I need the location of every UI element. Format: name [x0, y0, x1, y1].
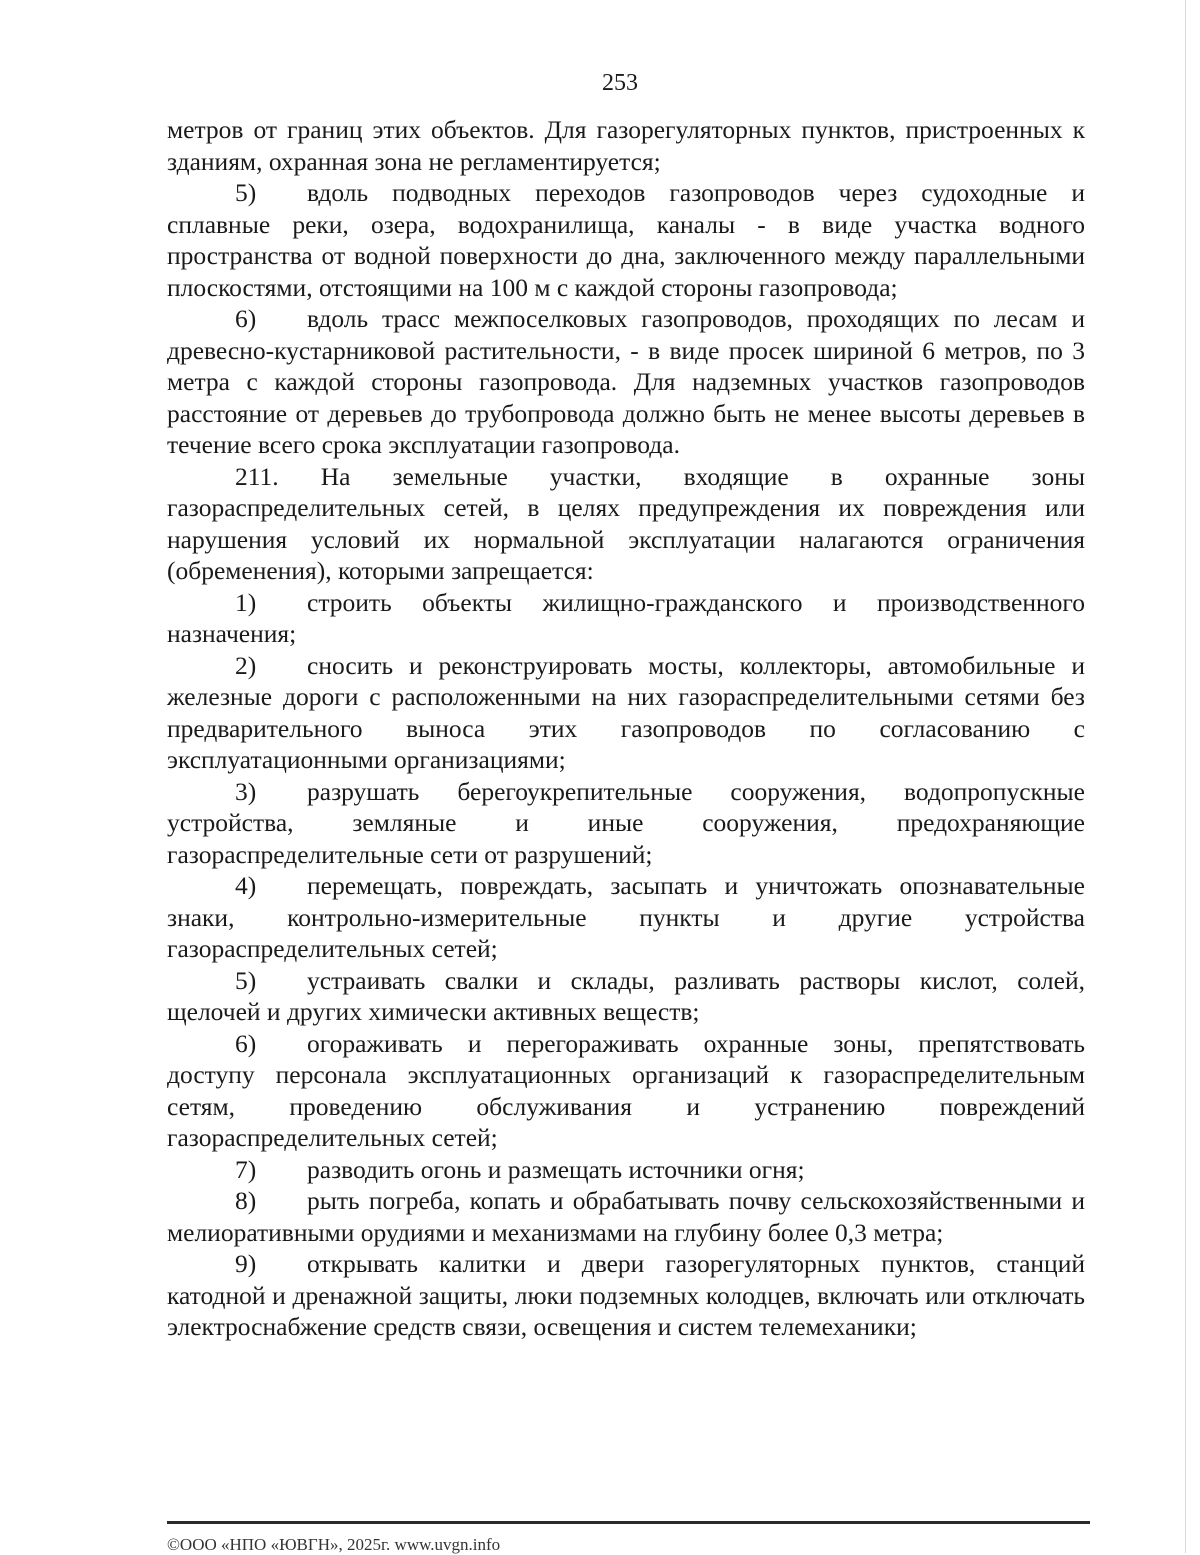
item-text: вдоль трасс межпоселковых газопроводов, проходящих по лесам и древесно-кустарниковой растительности, - в виде просек шириной 6 метров, по 3 метра с каждой стороны газопровода. Для надземных участков газопроводов расстояние от деревьев до трубопровода должно быть не менее высоты деревьев в течение всего срока эксплуатации газопровода.: [167, 304, 1085, 459]
list-item: [167, 650, 1085, 776]
list-item: [167, 1248, 1085, 1343]
item-text: перемещать, повреждать, засыпать и уничтожать опознавательные знаки, контрольно-измерительные пункты и другие устройства газораспределительных сетей;: [167, 871, 1085, 963]
item-text: устраивать свалки и склады, разливать растворы кислот, солей, щелочей и других химически активных веществ;: [167, 965, 1085, 1026]
item-number: 3): [235, 776, 257, 806]
items-list-a: [167, 177, 1085, 461]
item-text: вдоль подводных переходов газопроводов через судоходные и сплавные реки, озера, водохранилища, каналы - в виде участка водного пространства от водной поверхности до дна, заключенного между параллельными плоскостями, отстоящими на 100 м с каждой стороны газопровода;: [167, 178, 1085, 302]
item-text: огораживать и перегораживать охранные зоны, препятствовать доступу персонала эксплуатационных организаций к газораспределительным сетям, проведению обслуживания и устранению повреждений газораспределительных сетей;: [167, 1028, 1085, 1152]
item-number: 7): [235, 1154, 257, 1184]
list-item: [167, 587, 1085, 650]
item-number: 6): [235, 304, 257, 333]
item-text: рыть погреба, копать и обрабатывать почву сельскохозяйственными и мелиоративными орудиями и механизмами на глубину более 0,3 метра;: [167, 1186, 1085, 1247]
section-211-paragraph: 211. На земельные участки, входящие в охранные зоны газораспределительных сетей, в целях предупреждения их повреждения или нарушения условий их нормальной эксплуатации налагаются ограничения (обременения), которыми запрещается:: [167, 461, 1085, 585]
list-item: [167, 303, 1085, 461]
item-number: 6): [235, 1028, 257, 1058]
item-text: открывать калитки и двери газорегуляторных пунктов, станций катодной и дренажной защиты, люки подземных колодцев, включать или отключать электроснабжение средств связи, освещения и систем телемеханики;: [167, 1249, 1085, 1341]
list-item: [167, 1154, 1085, 1186]
page-number: 253: [602, 70, 638, 96]
list-item: [167, 870, 1085, 965]
footer-copyright: ©ООО «НПО «ЮВГН», 2025г. www.uvgn.info: [167, 1535, 501, 1554]
list-item: [167, 177, 1085, 303]
item-number: 8): [235, 1186, 257, 1215]
item-text: разводить огонь и размещать источники огня;: [307, 1154, 805, 1184]
item-text: сносить и реконструировать мосты, коллекторы, автомобильные и железные дороги с расположенными на них газораспределительными сетями без предварительного выноса этих газопроводов по согласованию с эксплуатационными организациями;: [167, 650, 1085, 774]
item-number: 5): [235, 178, 257, 207]
list-item: [167, 965, 1085, 1028]
opening-paragraph: метров от границ этих объектов. Для газорегуляторных пунктов, пристроенных к зданиям, охранная зона не регламентируется;: [167, 115, 1085, 176]
item-text: строить объекты жилищно-гражданского и производственного назначения;: [167, 587, 1085, 648]
list-item: [167, 1028, 1085, 1154]
item-number: 9): [235, 1249, 257, 1278]
footer-divider: [167, 1521, 1090, 1524]
item-number: 5): [235, 965, 257, 995]
list-item: [167, 776, 1085, 871]
page-edge-line: [1185, 0, 1186, 1553]
item-number: 1): [235, 587, 257, 617]
item-text: разрушать берегоукрепительные сооружения, водопропускные устройства, земляные и иные сооружения, предохраняющие газораспределительные сети от разрушений;: [167, 776, 1085, 869]
item-number: 4): [235, 871, 257, 900]
item-number: 2): [235, 650, 257, 680]
document-body: [167, 114, 1085, 1343]
list-item: [167, 1185, 1085, 1248]
items-list-b: [167, 587, 1085, 1343]
